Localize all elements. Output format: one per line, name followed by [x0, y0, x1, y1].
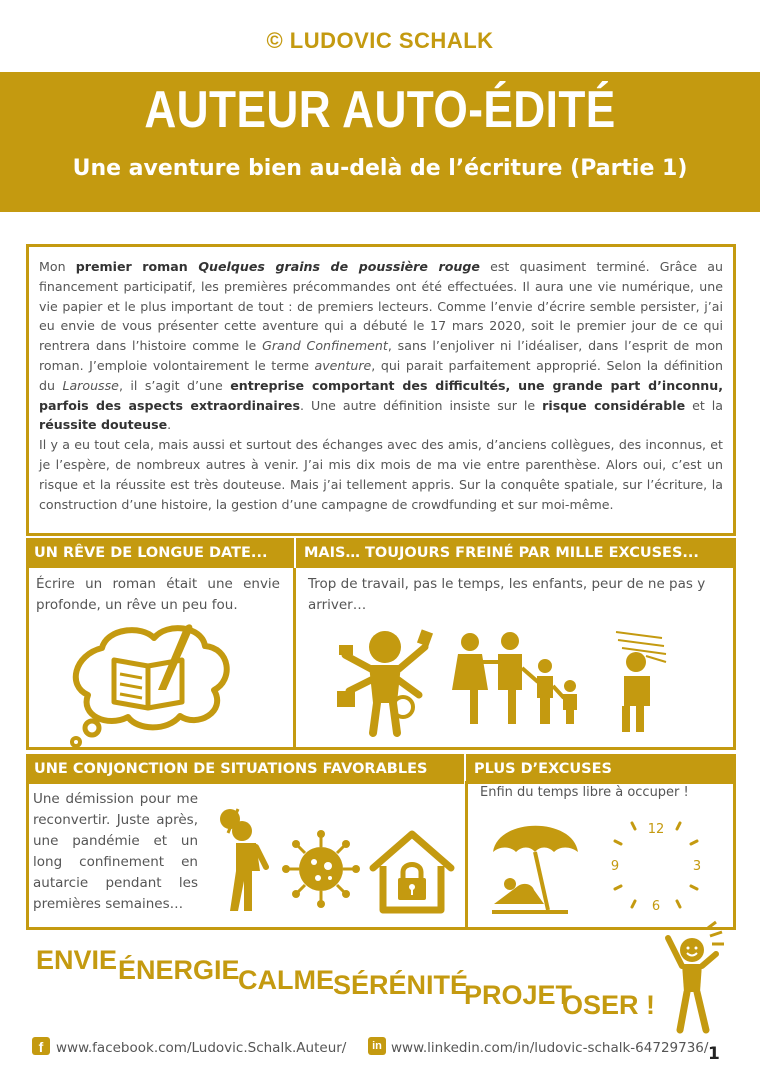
facebook-icon: f	[32, 1037, 50, 1055]
copyright-line: © LUDOVIC SCHALK	[266, 28, 494, 53]
intro-segment: Larousse	[62, 377, 119, 393]
intro-segment: est quasiment terminé. Grâce au financement participatif, les premières précommandes ont été effectuées. Il aura une vie numérique, une vie papier et le plus important de tout : de premiers lecteurs. Comme l’envie d’écrire semble persister, j’ai eu envie de vous présenter cette aventure qui a débuté le 17 mars 2020, soit le premier jour de ce qui rentrera dans l’histoire comme le	[39, 259, 724, 354]
intro-box	[26, 244, 736, 536]
intro-segment: , qui parait parfaitement approprié. Selon la définition du	[39, 357, 723, 393]
page-subtitle: Une aventure bien au-delà de l’écriture (Partie 1)	[72, 156, 688, 181]
intro-segment: Mon	[39, 259, 76, 274]
intro-segment: . Une autre définition insiste sur le	[299, 397, 543, 413]
intro-segment: aventure	[314, 357, 372, 373]
word-energie: ÉNERGIE	[118, 955, 240, 985]
clock-label-3: 3	[692, 859, 702, 874]
intro-segment: risque considérable	[542, 397, 686, 413]
word-serenite: SÉRÉNITÉ	[333, 970, 469, 1000]
intro-segment: Quelques grains de poussière rouge	[198, 259, 480, 274]
intro-segment: .	[167, 417, 172, 433]
word-calme: CALME	[238, 965, 334, 995]
family-icon	[452, 632, 582, 727]
word-oser: OSER !	[562, 990, 656, 1020]
clock-icon	[604, 813, 709, 918]
word-envie: ENVIE	[36, 945, 118, 975]
no-excuses-text: Enfin du temps libre à occuper !	[480, 785, 689, 800]
dream-text: Écrire un roman était une envie profonde, un rêve un peu fou.	[36, 576, 280, 613]
linkedin-link[interactable]: www.linkedin.com/in/ludovic-schalk-64729736/	[391, 1040, 709, 1056]
no-excuses-heading: PLUS D’EXCUSES	[466, 754, 736, 784]
intro-segment: réussite douteuse	[39, 417, 168, 433]
conjunction-text: Une démission pour me reconvertir. Juste après, une pandémie et un long confinement en autarcie pendant les premières semaines…	[33, 791, 198, 912]
intro-segment: , sans l’enjoliver ni l’idéaliser, dans l’esprit de mon roman. J’emploie volontairement le terme	[39, 338, 724, 373]
stressed-person-icon	[335, 625, 435, 740]
virus-icon	[282, 830, 360, 908]
intro-paragraph-2: Il y a eu tout cela, mais aussi et surtout des échanges avec des amis, d’anciens collègues, des inconnus, et je l’espère, de nombreux autres à venir. J’ai mis dix mois de ma vie entre parenthèse. Alors oui, c’est un risque et la réussite est très douteuse. Mais j’ai tellement appris. Sur la conquête spatiale, sur l’écriture, la construction d’une histoire, la gestion d’une campagne de crowdfunding et sur moi-même.	[39, 437, 723, 512]
traveler-icon	[218, 805, 273, 915]
page-number: 1	[708, 1044, 720, 1064]
clock-label-6: 6	[651, 899, 661, 914]
excuses-text: Trop de travail, pas le temps, les enfants, peur de ne pas y arriver…	[308, 576, 706, 613]
linkedin-icon: in	[368, 1037, 386, 1055]
intro-segment: , il s’agit d’une	[118, 377, 231, 393]
intro-segment: premier roman	[75, 259, 199, 274]
excuses-heading: MAIS… TOUJOURS FREINÉ PAR MILLE EXCUSES...	[296, 538, 736, 568]
conjunction-heading: UNE CONJONCTION DE SITUATIONS FAVORABLES	[26, 754, 464, 784]
clock-label-9: 9	[610, 859, 620, 874]
beach-umbrella-icon	[488, 812, 583, 917]
intro-segment: Grand Confinement	[262, 338, 388, 354]
dream-heading: UN RÊVE DE LONGUE DATE...	[26, 538, 294, 568]
word-projet: PROJET	[464, 980, 573, 1010]
facebook-link[interactable]: www.facebook.com/Ludovic.Schalk.Auteur/	[56, 1040, 347, 1056]
dream-book-icon	[62, 620, 242, 750]
intro-paragraph-1	[39, 257, 723, 435]
cheering-person-icon	[660, 920, 730, 1035]
intro-segment: et la	[685, 397, 724, 413]
locked-house-icon	[365, 826, 460, 916]
page-title: AUTEUR AUTO-ÉDITÉ	[144, 81, 616, 139]
intro-segment: entreprise comportant des difficultés, une grande part d’inconnu, parfois des aspects extraordinaires	[39, 377, 724, 413]
clock-label-12: 12	[647, 822, 665, 837]
fearful-person-icon	[608, 628, 668, 738]
